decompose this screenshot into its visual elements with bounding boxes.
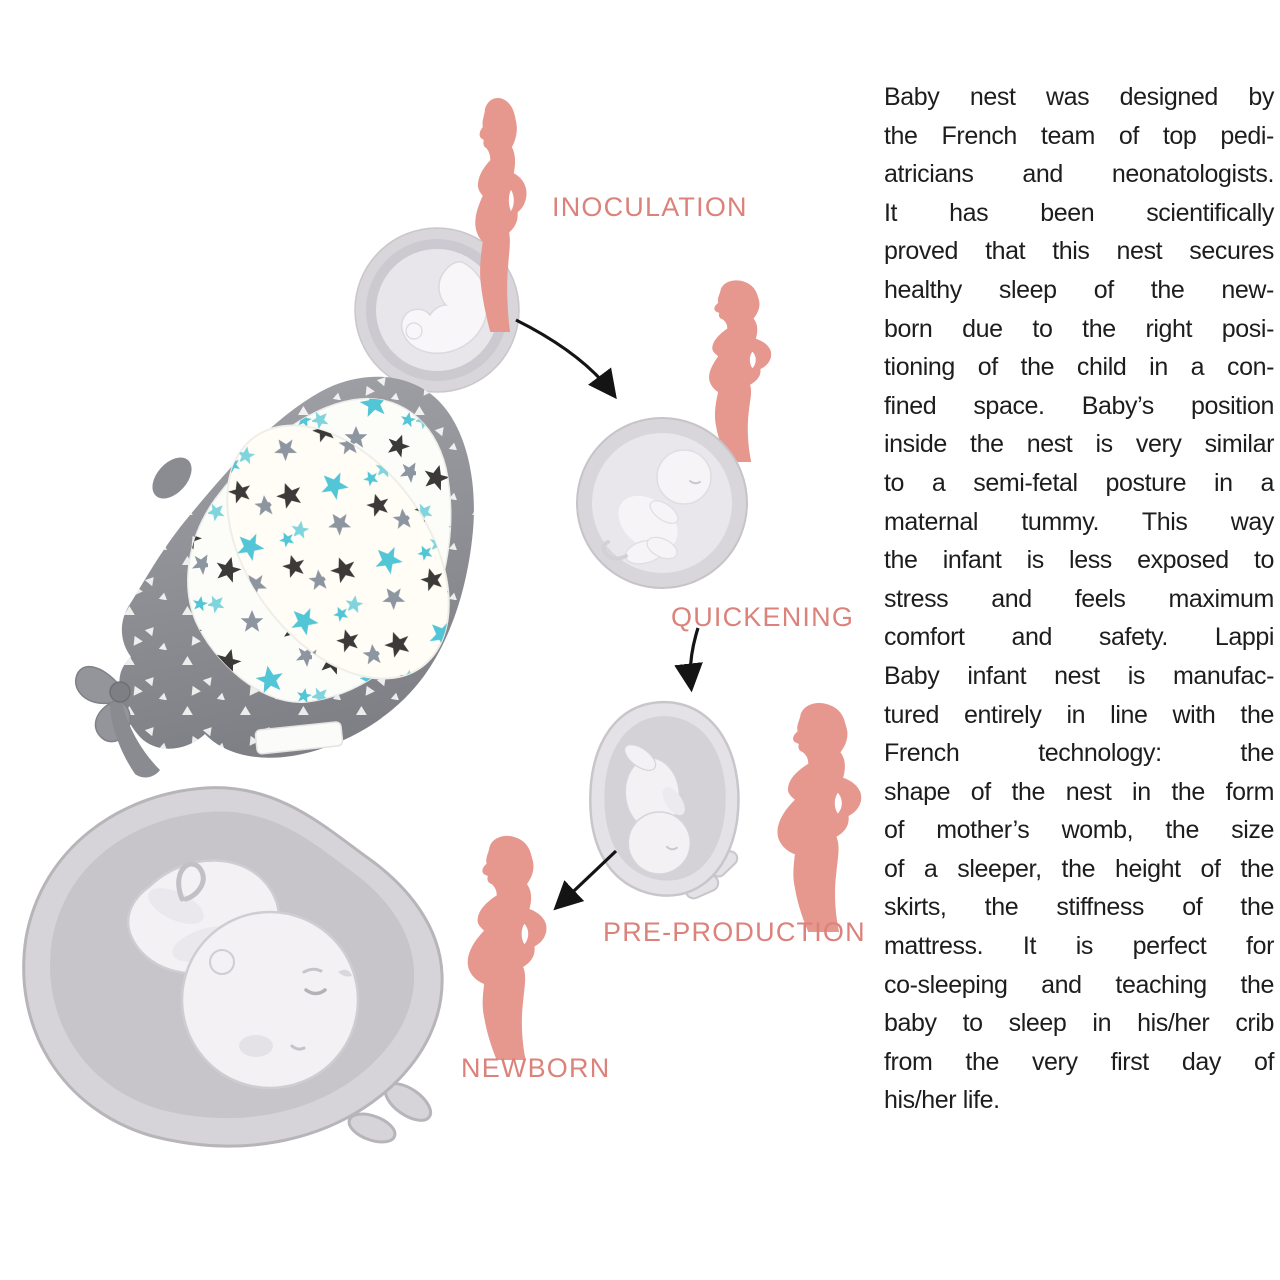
description-line: tioning of the child in a con- [884, 353, 1274, 382]
description-line: to a semi-fetal posture in a [884, 468, 1274, 497]
description-line: inside the nest is very similar [884, 430, 1274, 459]
flow-arrow-quickening-to-preproduction [690, 628, 698, 686]
description-line: baby to sleep in his/her crib [884, 1009, 1274, 1038]
pregnant-woman-silhouette-preproduction [777, 703, 861, 932]
pregnant-woman-silhouette-newborn [468, 836, 547, 1060]
description-line: It has been scientifically [884, 198, 1274, 227]
stage-label-inoculation: INOCULATION [552, 192, 748, 222]
baby-nest-product-photo [76, 377, 495, 778]
fetus-in-circle [577, 418, 747, 588]
newborn-in-womb [24, 788, 442, 1148]
fetus-in-womb [580, 695, 756, 906]
description-text [884, 78, 1274, 1120]
flow-arrow-preproduction-to-newborn [558, 851, 616, 906]
description-line: maternal tummy. This way [884, 507, 1274, 536]
description-line: Baby infant nest is manufac- [884, 661, 1274, 690]
description-line: born due to the right posi- [884, 314, 1274, 343]
description-line: co-sleeping and teaching the [884, 970, 1274, 999]
pregnant-woman-silhouette-quickening [709, 280, 771, 462]
stage-label-newborn: NEWBORN [461, 1053, 611, 1083]
description-line: shape of the nest in the form [884, 777, 1274, 806]
description-line: of a sleeper, the height of the [884, 854, 1274, 883]
description-line: mattress. It is perfect for [884, 932, 1274, 961]
description-line: comfort and safety. Lappi [884, 623, 1274, 652]
description-line: Baby nest was designed by [884, 83, 1274, 111]
description-line: atricians and neonatologists. [884, 160, 1274, 189]
description-line: his/her life. [884, 1086, 1000, 1115]
stage-label-quickening: QUICKENING [671, 602, 855, 632]
description-line: stress and feels maximum [884, 584, 1274, 613]
description-line: fined space. Baby’s position [884, 391, 1274, 420]
description-line: the infant is less exposed to [884, 546, 1274, 575]
description-line: of mother’s womb, the size [884, 816, 1274, 845]
description-line: proved that this nest secures [884, 237, 1274, 266]
description-line: the French team of top pedi- [884, 121, 1274, 150]
description-line: tured entirely in line with the [884, 700, 1274, 729]
description-line: from the very first day of [884, 1047, 1274, 1076]
description-line: skirts, the stiffness of the [884, 893, 1274, 922]
stage-label-preproduction: PRE-PRODUCTION [603, 917, 866, 947]
flow-arrow-inoculation-to-quickening [516, 320, 613, 394]
pregnant-woman-silhouette-inoculation [475, 98, 526, 332]
description-line: healthy sleep of the new- [884, 275, 1274, 304]
description-line: French technology: the [884, 739, 1274, 768]
